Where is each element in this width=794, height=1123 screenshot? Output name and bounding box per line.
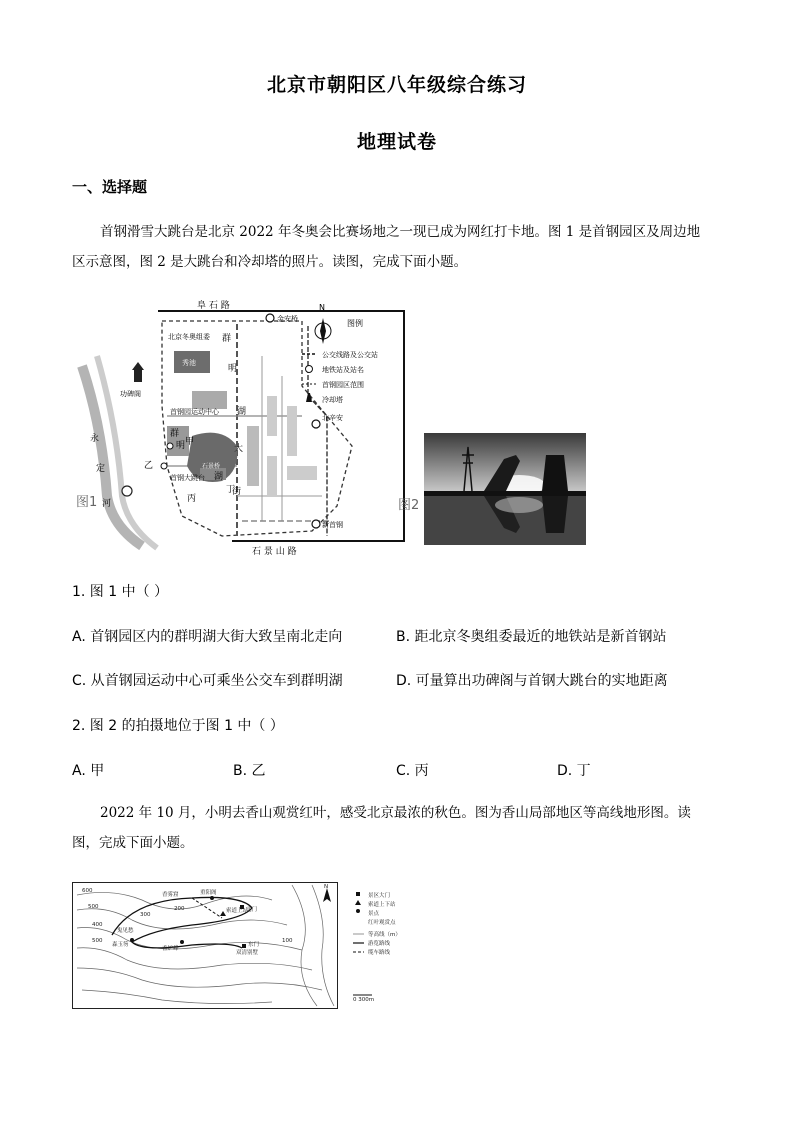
q1-option-b[interactable]: B. 距北京冬奥组委最近的地铁站是新首钢站	[396, 629, 667, 645]
contour-300: 300	[140, 912, 151, 918]
legend-tower: 冷却塔	[322, 396, 343, 404]
label-xinshougang: 新首钢	[322, 521, 343, 529]
contour-400: 400	[92, 922, 103, 928]
contour-600: 600	[82, 888, 93, 894]
contour-500b: 500	[92, 938, 103, 944]
place-5: 森玉笏	[112, 942, 129, 948]
street-char-4: 大	[234, 444, 244, 454]
legend-park: 首钢园区范围	[322, 381, 364, 389]
f3-legend-0: 景区大门	[368, 893, 391, 899]
place-0: 香雾窟	[162, 892, 179, 898]
contour-200: 200	[174, 906, 185, 912]
q2-stem: 2. 图 2 的拍摄地位于图 1 中（ ）	[72, 718, 284, 734]
f3-legend-3: 红叶观赏点	[368, 920, 396, 926]
q1-option-a[interactable]: A. 首钢园区内的群明湖大街大致呈南北走向	[72, 629, 343, 645]
q2-option-d[interactable]: D. 丁	[557, 763, 591, 779]
q2-option-a[interactable]: A. 甲	[72, 763, 105, 779]
compass-n: N	[319, 303, 325, 312]
place-3: 鬼见愁	[117, 928, 134, 934]
f3-scale: 0 300m	[353, 997, 375, 1003]
q1-option-d[interactable]: D. 可量算出功碑阁与首钢大跳台的实地距离	[396, 673, 668, 689]
figure-2-photo	[424, 433, 586, 545]
river-char-3: 河	[102, 499, 112, 509]
label-olympic: 北京冬奥组委	[168, 333, 210, 341]
figure-1-map	[72, 296, 422, 556]
label-ding: 丁	[226, 485, 236, 495]
label-pond: 秀池	[182, 359, 196, 367]
f3-legend-5: 游览路线	[368, 941, 391, 947]
f3-legend-1: 索道上下站	[368, 902, 396, 908]
passage-1-line-1: 首钢滑雪大跳台是北京 2022 年冬奥会比赛场地之一现已成为网红打卡地。图 1 是首钢园区及周边地	[100, 224, 701, 240]
passage-2	[72, 798, 722, 858]
label-jump-small: 石景桥	[202, 463, 221, 470]
page-subtitle: 地理试卷	[356, 131, 437, 153]
lake-char-1: 群	[170, 429, 180, 439]
label-jump: 首钢大跳台	[170, 474, 205, 482]
passage-2-line-1: 2022 年 10 月，小明去香山观赏红叶，感受北京最浓的秋色。图为香山局部地区等高线地形图。读	[100, 805, 691, 821]
label-jinanqiao: 金安桥	[277, 315, 298, 323]
figure-3-contour-map	[72, 880, 432, 1012]
page-title: 北京市朝阳区八年级综合练习	[266, 74, 527, 96]
street-char-1: 群	[222, 334, 232, 344]
passage-1	[72, 217, 722, 277]
legend-title: 图例	[347, 319, 363, 328]
figure-1-label: 图1	[76, 495, 98, 510]
figure-3-compass: N	[324, 884, 329, 890]
label-yi: 乙	[144, 461, 154, 471]
place-1: 索道上站	[226, 908, 249, 914]
f3-legend-2: 景点	[368, 911, 380, 917]
f3-legend-6: 缆车路线	[368, 950, 391, 956]
passage-1-line-2: 区示意图，图 2 是大跳台和冷却塔的照片。读图，完成下面小题。	[72, 254, 468, 270]
label-pavilion: 功碑阁	[120, 390, 141, 398]
road-bottom: 石 景 山 路	[252, 547, 297, 556]
place-8: 香炉峰	[162, 946, 179, 952]
q1-option-c[interactable]: C. 从首钢园运动中心可乘坐公交车到群明湖	[72, 673, 343, 689]
street-char-3: 湖	[237, 407, 247, 417]
place-4: 重阳阁	[200, 890, 217, 896]
cooling-tower-shape	[542, 455, 568, 491]
road-top: 阜 石 路	[197, 301, 230, 311]
label-beixin: 北辛安	[322, 414, 343, 422]
contour-100: 100	[282, 938, 293, 944]
passage-2-line-2: 图，完成下面小题。	[72, 835, 194, 851]
lake-char-2: 明	[176, 441, 186, 451]
street-char-5: 街	[232, 487, 242, 497]
place-7: 双清别墅	[236, 950, 259, 956]
river-char-1: 永	[90, 434, 100, 444]
label-bing: 丙	[187, 494, 197, 504]
label-jia: 甲	[185, 437, 195, 447]
river-char-2: 定	[96, 464, 106, 474]
place-2: 北门	[246, 907, 258, 913]
legend-bus: 公交线路及公交站	[322, 351, 378, 359]
place-6: 东门	[248, 942, 260, 948]
lake-char-3: 湖	[214, 472, 224, 482]
q2-option-c[interactable]: C. 丙	[396, 763, 429, 779]
contour-500: 500	[88, 904, 99, 910]
q1-stem: 1. 图 1 中（ ）	[72, 584, 169, 600]
f3-legend-4: 等高线（m）	[368, 932, 401, 938]
legend-subway: 地铁站及站名	[322, 366, 364, 374]
figure-2-label: 图2	[398, 498, 420, 513]
label-center: 首钢园运动中心	[170, 408, 219, 416]
street-char-2: 明	[228, 364, 238, 374]
section-heading: 一、选择题	[72, 178, 148, 196]
q2-option-b[interactable]: B. 乙	[233, 763, 266, 779]
